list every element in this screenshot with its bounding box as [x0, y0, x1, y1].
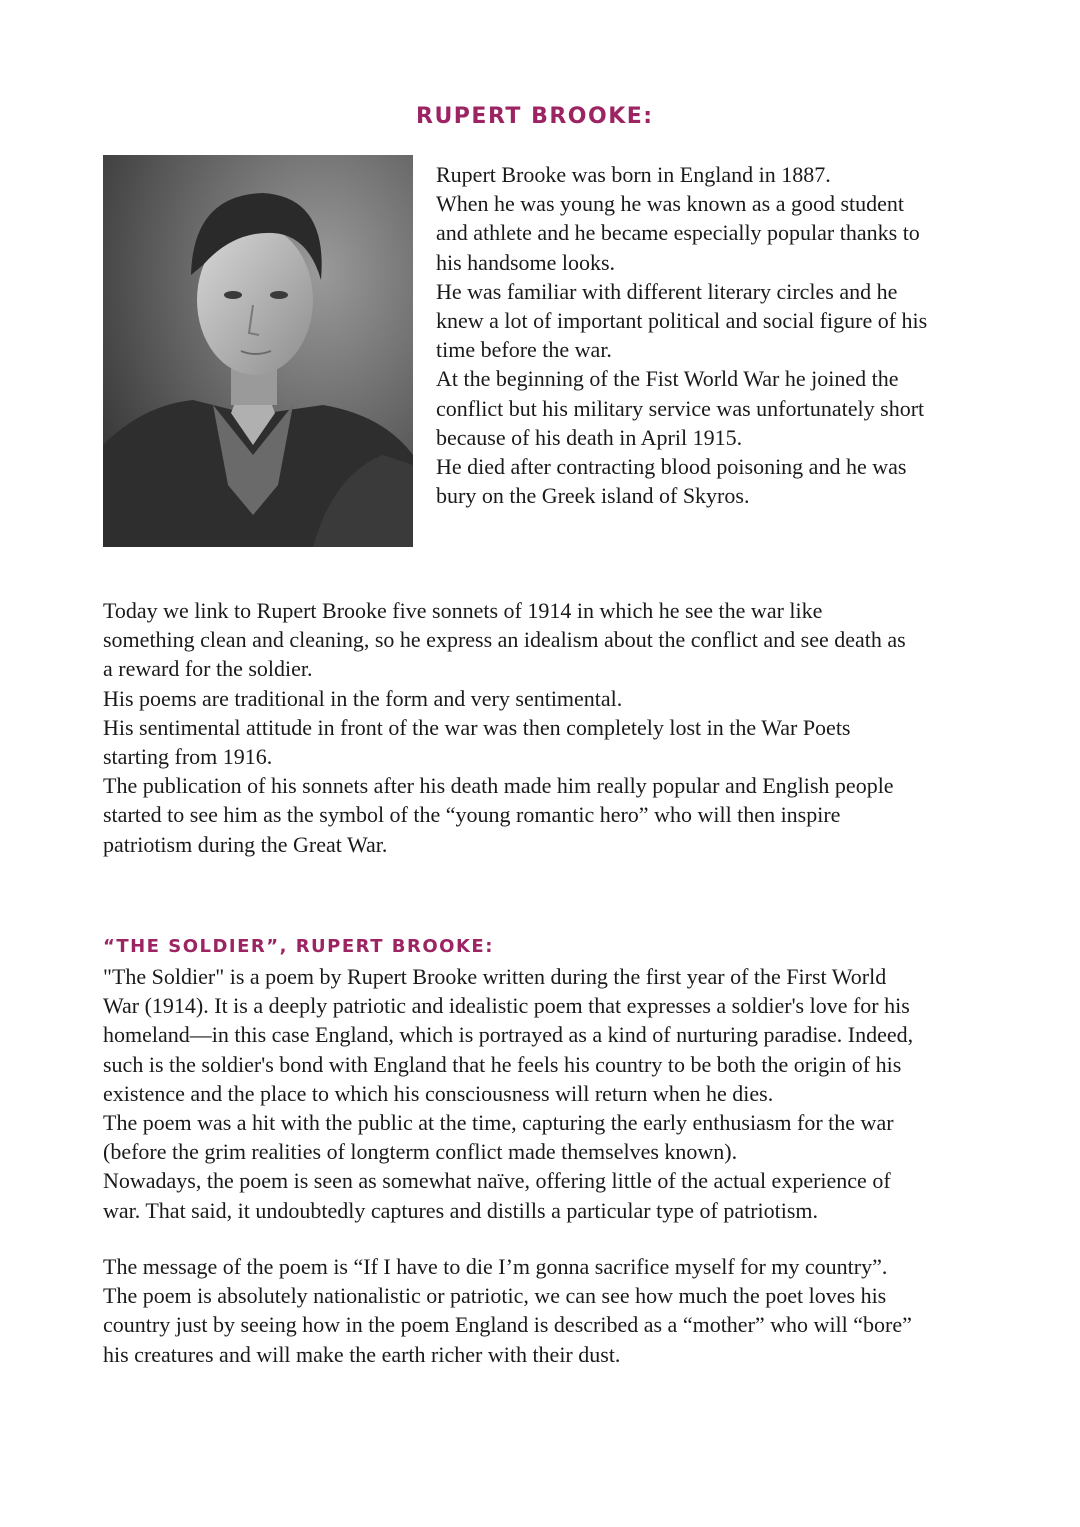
message-paragraph [103, 1252, 983, 1369]
soldier-line: (before the grim realities of longterm conflict made themselves known). [103, 1139, 738, 1165]
portrait-illustration [103, 155, 413, 547]
portrait-photo [103, 155, 413, 547]
bio-line: bury on the Greek island of Skyros. [436, 483, 750, 509]
intro-line: The publication of his sonnets after his death made him really popular and English people [103, 773, 894, 799]
soldier-line: homeland—in this case England, which is portrayed as a kind of nurturing paradise. Indeed, [103, 1022, 914, 1048]
message-line: The message of the poem is “If I have to die I’m gonna sacrifice myself for my country”. [103, 1254, 888, 1279]
message-line: his creatures and will make the earth richer with their dust. [103, 1341, 621, 1367]
bio-line: time before the war. [436, 337, 612, 363]
intro-line: His poems are traditional in the form and very sentimental. [103, 685, 623, 711]
bio-line: knew a lot of important political and social figure of his [436, 308, 928, 334]
message-line: country just by seeing how in the poem England is described as a “mother” who will “bore” [103, 1312, 912, 1338]
message-line: The poem is absolutely nationalistic or patriotic, we can see how much the poet loves his [103, 1283, 887, 1309]
intro-line: Today we link to Rupert Brooke five sonnets of 1914 in which he see the war like [103, 598, 823, 623]
bio-line: and athlete and he became especially popular thanks to [436, 220, 920, 246]
bio-line: conflict but his military service was unfortunately short [436, 395, 925, 421]
soldier-line: The poem was a hit with the public at the time, capturing the early enthusiasm for the war [103, 1110, 894, 1136]
intro-line: something clean and cleaning, so he express an idealism about the conflict and see death as [103, 627, 906, 653]
bio-line: He was familiar with different literary circles and he [436, 278, 898, 304]
intro-line: starting from 1916. [103, 744, 273, 770]
bio-line: At the beginning of the Fist World War he joined the [436, 366, 899, 392]
soldier-line: War (1914). It is a deeply patriotic and idealistic poem that expresses a soldier's love for his [103, 993, 910, 1019]
soldier-line: war. That said, it undoubtedly captures and distills a particular type of patriotism. [103, 1197, 819, 1223]
bio-line: because of his death in April 1915. [436, 424, 743, 450]
intro-line: started to see him as the symbol of the “young romantic hero” who will then inspire [103, 802, 841, 828]
soldier-line: "The Soldier" is a poem by Rupert Brooke written during the first year of the First World [103, 964, 887, 989]
soldier-line: Nowadays, the poem is seen as somewhat naïve, offering little of the actual experience of [103, 1168, 891, 1194]
intro-line: patriotism during the Great War. [103, 831, 388, 857]
page-title: RUPERT BROOKE: [416, 104, 654, 129]
intro-line: His sentimental attitude in front of the war was then completely lost in the War Poets [103, 714, 851, 740]
the-soldier-paragraph [103, 962, 983, 1225]
bio-line: Rupert Brooke was born in England in 1887. [436, 162, 831, 187]
soldier-line: existence and the place to which his consciousness will return when he dies. [103, 1080, 774, 1106]
soldier-line: such is the soldier's bond with England that he feels his country to be both the origin of his [103, 1051, 902, 1077]
biography-block [436, 160, 996, 510]
intro-line: a reward for the soldier. [103, 656, 313, 682]
sonnets-paragraph [103, 596, 983, 859]
bio-line: his handsome looks. [436, 249, 616, 275]
bio-line: He died after contracting blood poisoning and he was [436, 454, 907, 480]
bio-line: When he was young he was known as a good student [436, 191, 905, 217]
section-heading-the-soldier: “THE SOLDIER”, RUPERT BROOKE: [103, 936, 494, 957]
